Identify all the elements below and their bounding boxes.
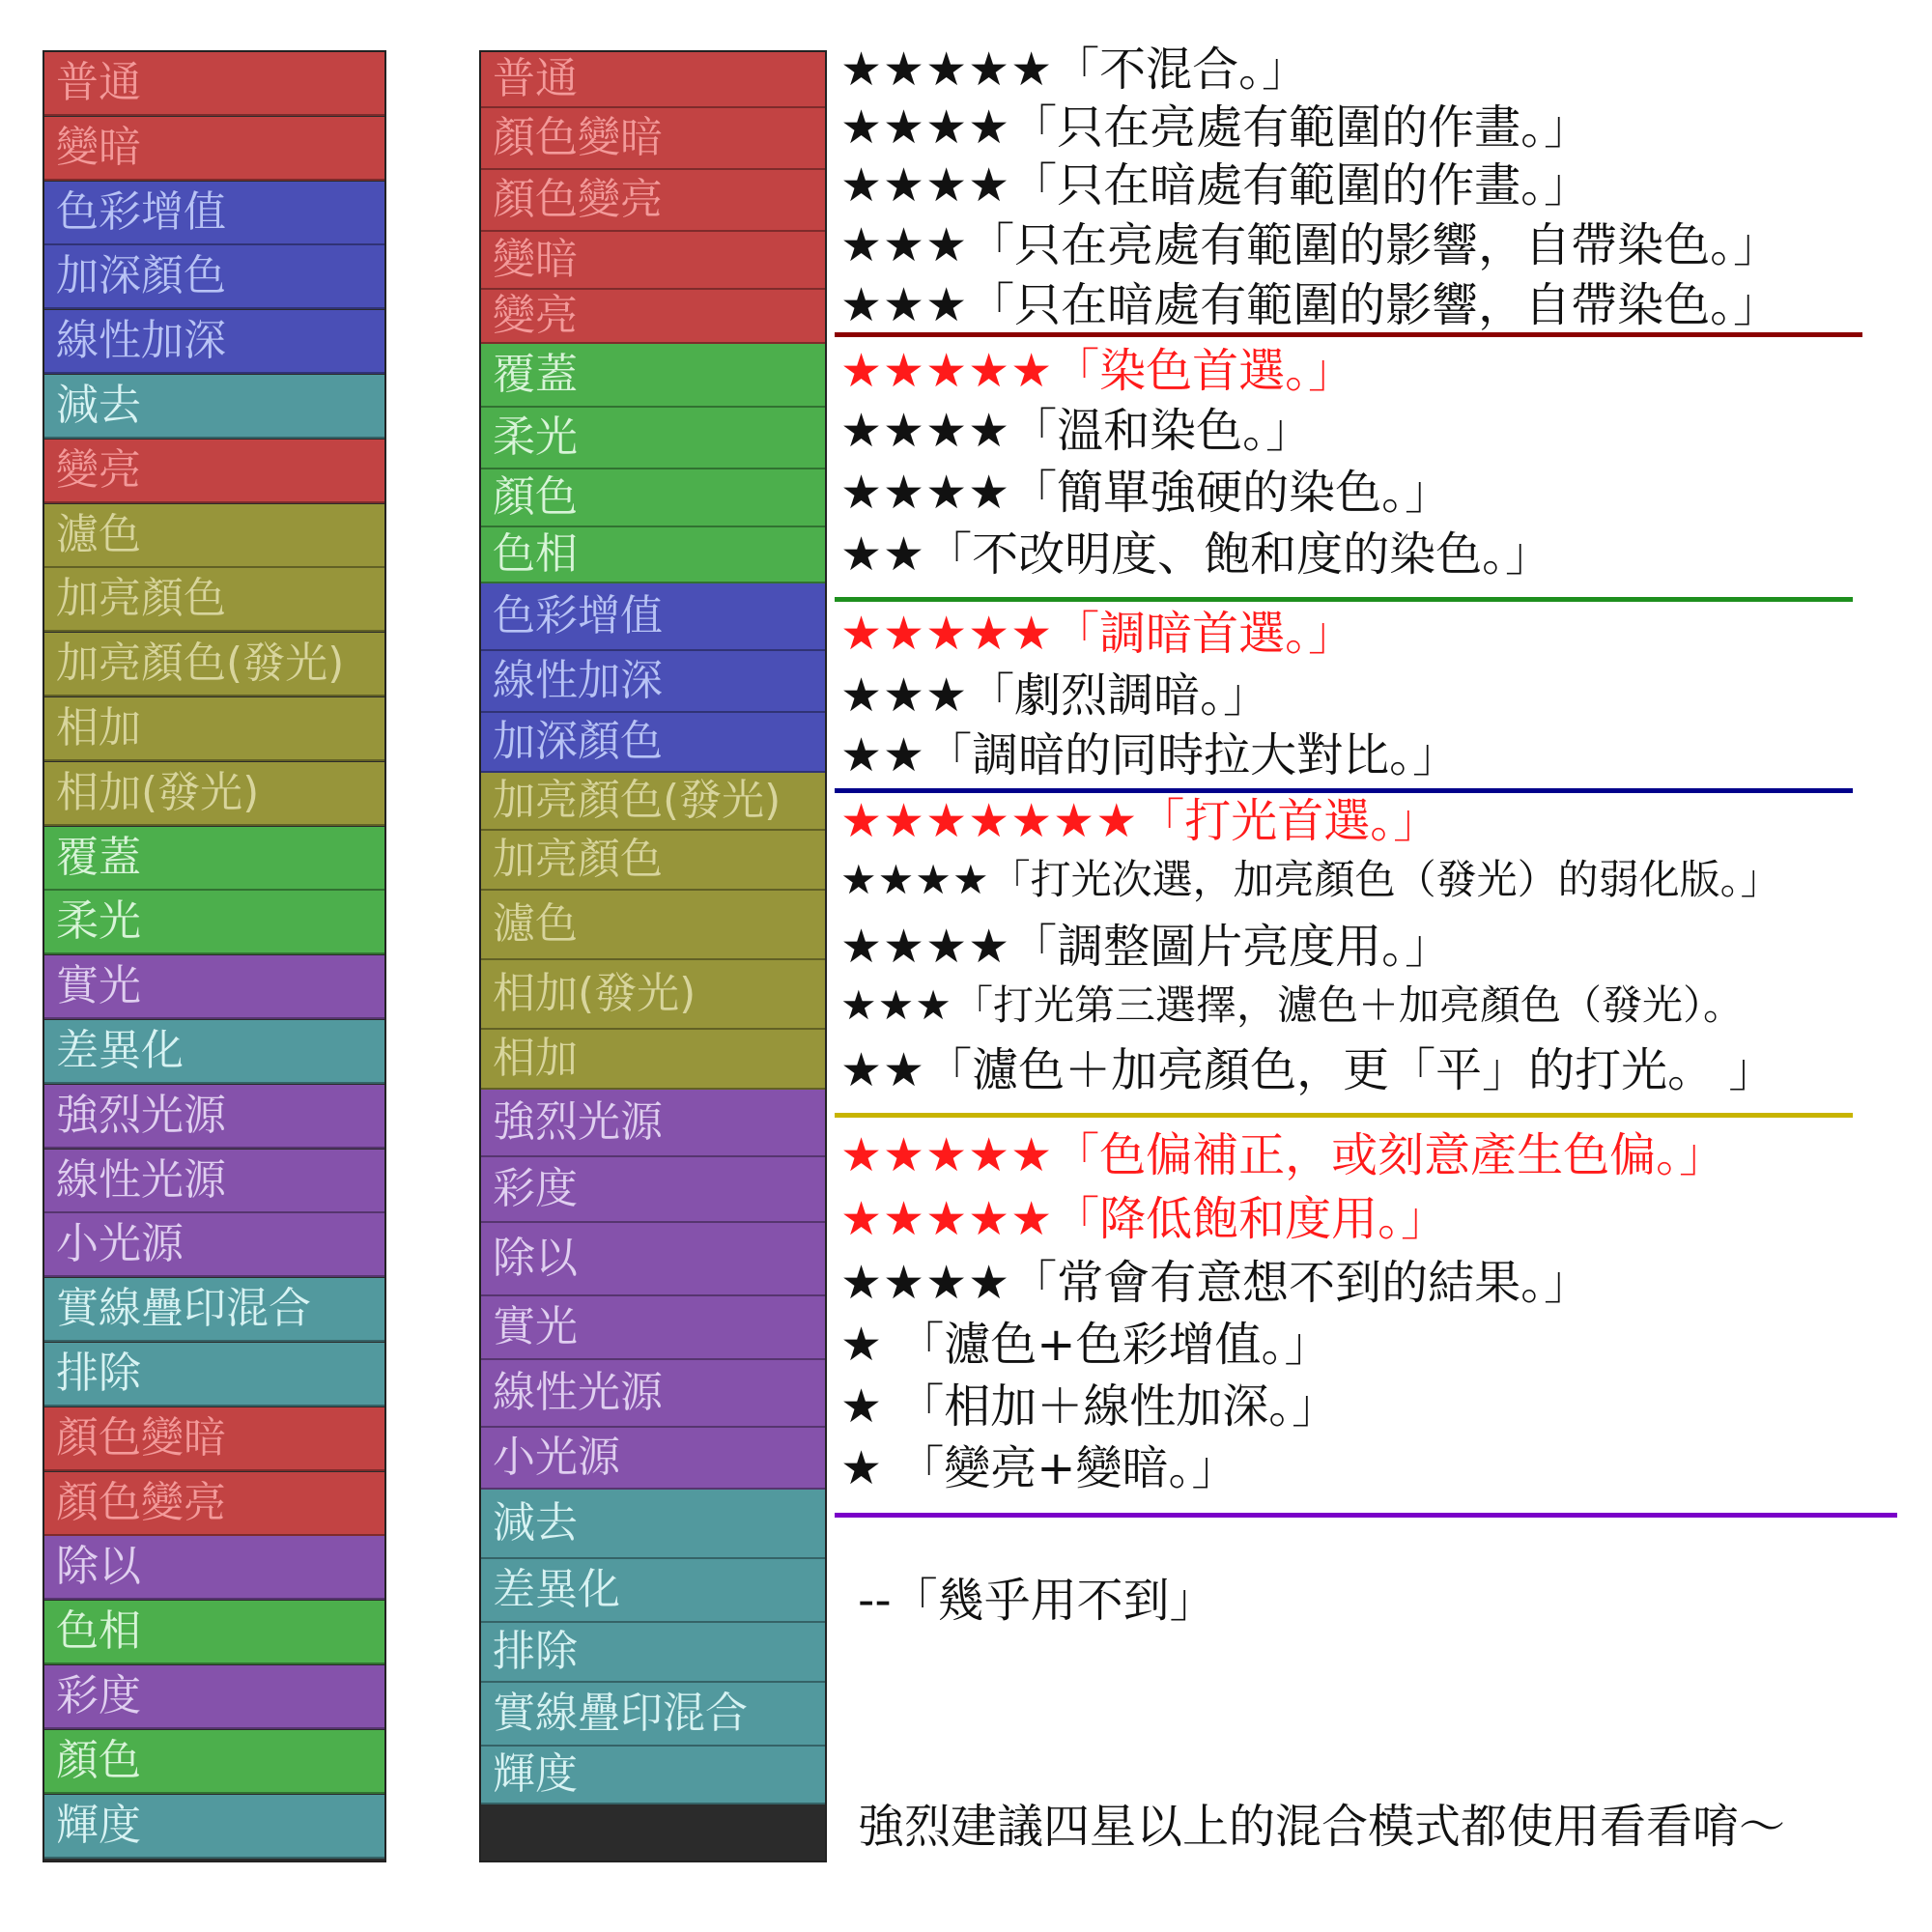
- star-rating: ★★★: [840, 668, 969, 723]
- star-rating: ★★: [840, 728, 926, 782]
- rating-note: [840, 466, 1452, 520]
- blend-mode-item[interactable]: 顏色變暗: [44, 1407, 384, 1471]
- blend-mode-item[interactable]: 顏色: [44, 1730, 384, 1794]
- blend-mode-item[interactable]: 輝度: [481, 1747, 825, 1804]
- rating-note-text: 「劇烈調暗。」: [968, 668, 1270, 723]
- rating-note-text: 「調暗的同時拉大對比。」: [925, 728, 1460, 782]
- rating-note: [840, 218, 1780, 272]
- blend-mode-item[interactable]: 濾色: [481, 891, 825, 960]
- rating-note: [840, 1379, 1339, 1434]
- rating-note: [840, 344, 1355, 398]
- rating-note-text: 「簡單強硬的染色。」: [1010, 466, 1452, 520]
- blend-mode-item[interactable]: 濾色: [44, 504, 384, 568]
- blend-mode-item[interactable]: 變暗: [481, 232, 825, 290]
- blend-mode-item[interactable]: 排除: [44, 1343, 384, 1406]
- rating-note-text: 「常會有意想不到的結果。」: [1010, 1256, 1591, 1310]
- blend-mode-item[interactable]: 普通: [481, 52, 825, 108]
- blend-mode-item[interactable]: 強烈光源: [481, 1090, 825, 1157]
- star-rating: ★★★★★: [840, 1192, 1054, 1246]
- group-separator: [835, 788, 1853, 793]
- blend-mode-item[interactable]: 減去: [44, 375, 384, 439]
- blend-mode-item[interactable]: 色彩增值: [481, 583, 825, 651]
- star-rating: ★: [840, 1318, 884, 1372]
- rating-note: [840, 668, 1270, 723]
- blend-mode-item[interactable]: 變亮: [44, 440, 384, 503]
- rating-note: [840, 981, 1744, 1029]
- star-rating: ★★★: [840, 981, 952, 1029]
- rating-note-text: 「濾色+色彩增值。」: [883, 1318, 1331, 1372]
- rating-note: [840, 158, 1591, 213]
- blend-mode-item[interactable]: 柔光: [44, 891, 384, 954]
- blend-mode-item[interactable]: 差異化: [481, 1559, 825, 1623]
- blend-mode-item[interactable]: 除以: [44, 1536, 384, 1600]
- rating-note-text: 「不改明度、飽和度的染色。」: [925, 527, 1552, 582]
- blend-mode-item[interactable]: 色彩增值: [44, 182, 384, 245]
- star-rating: ★★★★★: [840, 344, 1054, 398]
- rating-note: [840, 920, 1452, 974]
- blend-mode-item[interactable]: 加亮顏色: [44, 568, 384, 632]
- rating-note: [840, 527, 1552, 582]
- blend-mode-item[interactable]: 線性加深: [481, 651, 825, 713]
- star-rating: ★★★★: [840, 466, 1011, 520]
- rating-note-text: 「溫和染色。」: [1010, 404, 1313, 458]
- star-rating: ★★★★★: [840, 1128, 1054, 1182]
- blend-mode-item[interactable]: 彩度: [44, 1665, 384, 1729]
- star-rating: ★★: [840, 1043, 926, 1097]
- group-separator: [835, 597, 1853, 602]
- rating-note: [840, 1441, 1238, 1495]
- star-rating: ★★★★★: [840, 43, 1054, 97]
- blend-mode-item[interactable]: 相加: [481, 1030, 825, 1090]
- blend-mode-item[interactable]: 相加(發光): [44, 762, 384, 826]
- star-rating: ★★★★: [840, 920, 1011, 974]
- blend-mode-item[interactable]: 顏色變亮: [44, 1472, 384, 1536]
- star-rating: ★★: [840, 527, 926, 582]
- blend-mode-item[interactable]: 彩度: [481, 1157, 825, 1223]
- rating-note-text: 「濾色＋加亮顏色，更「平」的打光。 」: [925, 1043, 1776, 1097]
- blend-mode-item[interactable]: 相加: [44, 697, 384, 761]
- blend-mode-item[interactable]: 除以: [481, 1223, 825, 1296]
- rating-note-text: 「打光次選，加亮顏色（發光）的弱化版。」: [989, 856, 1781, 903]
- rating-note-text: 「染色首選。」: [1053, 344, 1355, 398]
- rating-note: [840, 1256, 1591, 1310]
- blend-mode-item[interactable]: 覆蓋: [44, 827, 384, 891]
- rating-note-text: 「打光第三選擇，濾色＋加亮顏色（發光）。: [952, 981, 1744, 1029]
- rating-note: [840, 1043, 1776, 1097]
- rating-note-text: 「調暗首選。」: [1053, 607, 1355, 661]
- blend-mode-item[interactable]: 強烈光源: [44, 1085, 384, 1149]
- rating-note: [840, 1192, 1448, 1246]
- rating-note-text: 「相加＋線性加深。」: [883, 1379, 1339, 1434]
- rating-note-text: 「不混合。」: [1053, 43, 1309, 97]
- star-rating: ★★★★: [840, 404, 1011, 458]
- blend-mode-item[interactable]: 變暗: [44, 117, 384, 181]
- rating-note-text: 「只在暗處有範圍的影響，自帶染色。」: [968, 278, 1780, 332]
- blend-mode-item[interactable]: 色相: [44, 1601, 384, 1664]
- rating-note-text: 「只在亮處有範圍的作畫。」: [1010, 100, 1591, 155]
- blend-mode-item[interactable]: 線性光源: [44, 1150, 384, 1213]
- rating-note: [840, 278, 1780, 332]
- blend-mode-list-original: [43, 50, 386, 1862]
- blend-mode-item[interactable]: 輝度: [44, 1795, 384, 1859]
- blend-mode-item[interactable]: 變亮: [481, 290, 825, 344]
- group-separator: [835, 1513, 1897, 1518]
- rating-note-text: 「打光首選。」: [1138, 794, 1440, 848]
- rating-note: [840, 43, 1309, 97]
- blend-mode-item[interactable]: 覆蓋: [481, 344, 825, 408]
- blend-mode-item[interactable]: 普通: [44, 52, 384, 116]
- rating-note-text: 「色偏補正，或刻意產生色偏。」: [1053, 1128, 1726, 1182]
- blend-mode-item[interactable]: 線性加深: [44, 310, 384, 374]
- rating-notes: [835, 0, 1932, 1932]
- blend-mode-item[interactable]: 加亮顏色(發光): [481, 773, 825, 831]
- star-rating: ★★★★★: [840, 607, 1054, 661]
- blend-mode-item[interactable]: 差異化: [44, 1020, 384, 1084]
- rating-note-text: 「只在暗處有範圍的作畫。」: [1010, 158, 1591, 213]
- rare-modes-note: --「幾乎用不到」: [858, 1574, 1216, 1628]
- blend-mode-item[interactable]: 排除: [481, 1623, 825, 1683]
- blend-mode-item[interactable]: 加亮顏色: [481, 831, 825, 891]
- rating-note: [840, 1128, 1726, 1182]
- star-rating: ★★★★: [840, 1256, 1011, 1310]
- rating-note: [840, 728, 1460, 782]
- blend-mode-list-sorted: [479, 50, 827, 1862]
- blend-mode-item[interactable]: 線性光源: [481, 1360, 825, 1428]
- rating-note: [840, 100, 1591, 155]
- blend-mode-item[interactable]: 加深顏色: [44, 245, 384, 309]
- blend-mode-item[interactable]: 相加(發光): [481, 960, 825, 1030]
- blend-mode-item[interactable]: 柔光: [481, 408, 825, 469]
- rating-note: [840, 404, 1313, 458]
- group-separator: [835, 332, 1862, 337]
- blend-mode-item[interactable]: 實線疊印混合: [481, 1683, 825, 1747]
- star-rating: ★★★★★★★: [840, 794, 1139, 848]
- rating-note: [840, 794, 1440, 848]
- star-rating: ★: [840, 1441, 884, 1495]
- footer-recommendation: 強烈建議四星以上的混合模式都使用看看唷～: [858, 1800, 1786, 1854]
- rating-note-text: 「調整圖片亮度用。」: [1010, 920, 1452, 974]
- blend-mode-item[interactable]: 小光源: [481, 1428, 825, 1490]
- star-rating: ★★★: [840, 278, 969, 332]
- blend-mode-item[interactable]: 加亮顏色(發光): [44, 633, 384, 696]
- group-separator: [835, 1113, 1853, 1118]
- rating-note-text: 「降低飽和度用。」: [1053, 1192, 1448, 1246]
- blend-mode-item[interactable]: 實線疊印混合: [44, 1278, 384, 1342]
- star-rating: ★: [840, 1379, 884, 1434]
- blend-mode-item[interactable]: 減去: [481, 1490, 825, 1559]
- rating-note: [840, 856, 1781, 903]
- rating-note: [840, 1318, 1331, 1372]
- blend-mode-item[interactable]: 實光: [44, 955, 384, 1019]
- star-rating: ★★★: [840, 218, 969, 272]
- rating-note-text: 「只在亮處有範圍的影響，自帶染色。」: [968, 218, 1780, 272]
- star-rating: ★★★★: [840, 856, 990, 903]
- star-rating: ★★★★: [840, 158, 1011, 213]
- blend-mode-item[interactable]: 加深顏色: [481, 713, 825, 773]
- blend-mode-item[interactable]: 色相: [481, 527, 825, 583]
- rating-note: [840, 607, 1355, 661]
- blend-mode-item[interactable]: 顏色變暗: [481, 108, 825, 170]
- star-rating: ★★★★: [840, 100, 1011, 155]
- blend-mode-item[interactable]: 小光源: [44, 1213, 384, 1277]
- blend-mode-item[interactable]: 實光: [481, 1296, 825, 1360]
- rating-note-text: 「變亮+變暗。」: [883, 1441, 1238, 1495]
- blend-mode-item[interactable]: 顏色變亮: [481, 170, 825, 232]
- blend-mode-item[interactable]: 顏色: [481, 469, 825, 527]
